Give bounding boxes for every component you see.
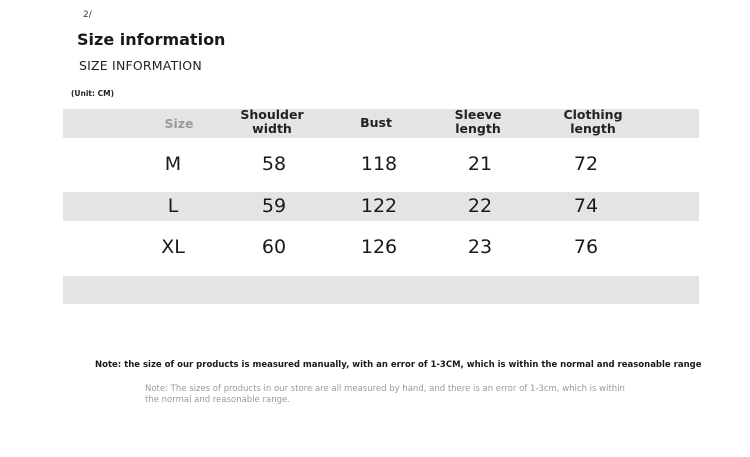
header-sleeve-line2: length xyxy=(455,121,501,136)
table-cell: 21 xyxy=(467,153,493,175)
header-clothing-line1: Clothing xyxy=(563,107,623,122)
table-cell: 60 xyxy=(261,236,287,258)
header-clothing-line2: length xyxy=(570,121,616,136)
header-shoulder-width xyxy=(240,108,303,136)
table-cell: 58 xyxy=(261,153,287,175)
page-subtitle: SIZE INFORMATION xyxy=(79,58,202,73)
header-shoulder-line2: width xyxy=(252,121,292,136)
table-cell: 74 xyxy=(573,195,599,217)
table-cell: 126 xyxy=(360,236,398,258)
table-cell: 118 xyxy=(360,153,398,175)
header-sleeve-line1: Sleeve xyxy=(454,107,502,122)
table-cell: 22 xyxy=(467,195,493,217)
measurement-note: Note: the size of our products is measured manually, with an error of 1-3CM, which is within the normal and reasonable range xyxy=(95,360,702,370)
header-shoulder-line1: Shoulder xyxy=(240,107,304,122)
measurement-note-secondary: Note: The sizes of products in our store are all measured by hand, and there is an error of 1-3cm, which is within the normal and reasonable range. xyxy=(145,384,625,405)
header-bust: Bust xyxy=(360,115,392,130)
table-empty-row xyxy=(63,276,699,304)
page-number: 2/ xyxy=(83,10,92,20)
table-cell: M xyxy=(164,153,182,175)
header-sleeve-length xyxy=(455,108,502,136)
table-cell: 76 xyxy=(573,236,599,258)
unit-label: (Unit: CM) xyxy=(71,89,115,98)
table-cell: 59 xyxy=(261,195,287,217)
table-cell: L xyxy=(167,195,179,217)
header-size: Size xyxy=(164,116,194,131)
table-cell: XL xyxy=(161,236,185,258)
table-cell: 72 xyxy=(573,153,599,175)
header-clothing-length xyxy=(563,108,622,136)
table-cell: 122 xyxy=(360,195,398,217)
page-title: Size information xyxy=(77,30,226,49)
table-cell: 23 xyxy=(467,236,493,258)
